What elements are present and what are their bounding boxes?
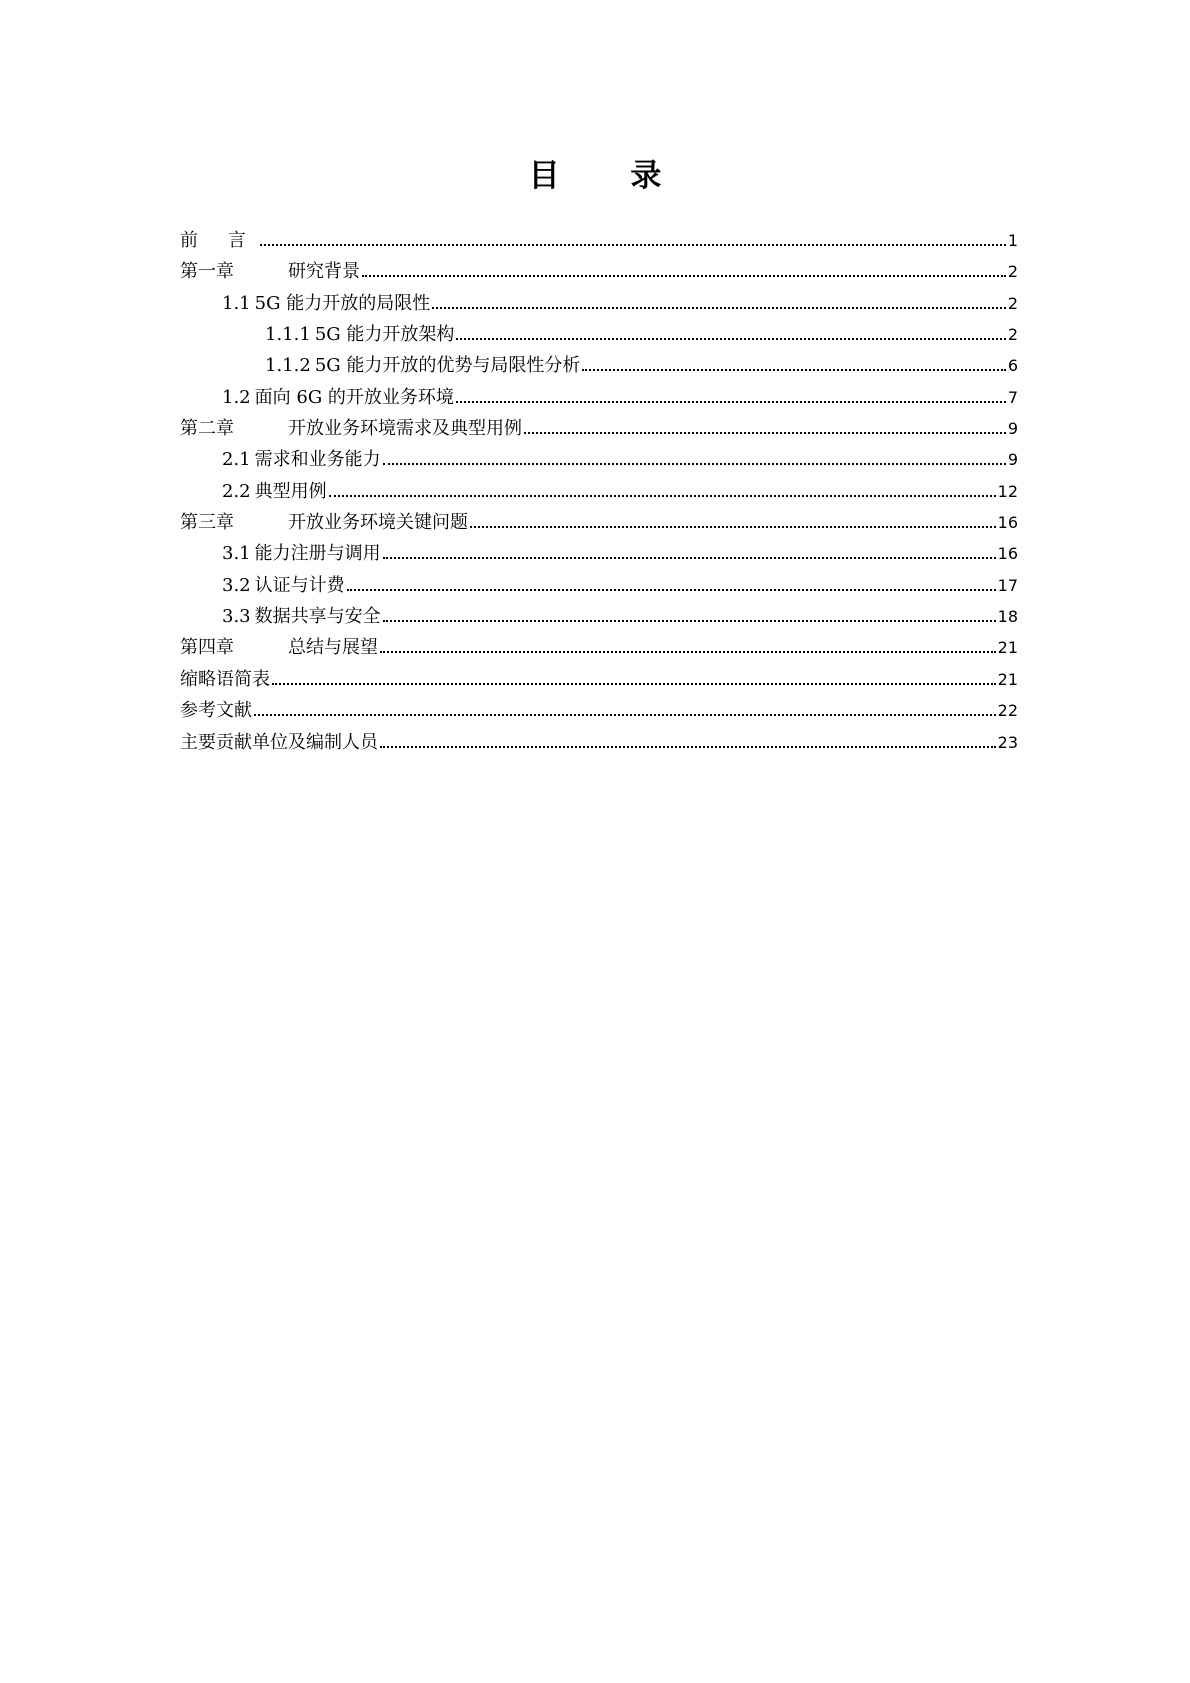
toc-entry-text: 5G 能力开放的优势与局限性分析 (314, 355, 581, 377)
toc-section-number: 2.2 (222, 480, 251, 502)
toc-page-number: 6 (1007, 356, 1018, 376)
toc-entry[interactable] (180, 444, 1018, 475)
toc-entry-text: 能力注册与调用 (254, 543, 381, 565)
toc-entry[interactable] (180, 288, 1018, 319)
toc-leader-dots (383, 463, 1006, 465)
toc-leader-dots (329, 495, 996, 497)
toc-leader-dots (524, 432, 1006, 434)
toc-page-number: 2 (1007, 262, 1018, 282)
toc-chapter-number: 第一章 (180, 261, 234, 283)
toc-section-number: 3.1 (222, 543, 251, 565)
toc-chapter-number: 第四章 (180, 637, 234, 659)
toc-leader-dots (272, 683, 996, 685)
toc-section-number: 1.2 (222, 386, 251, 408)
toc-entry-text: 5G 能力开放架构 (314, 324, 455, 346)
toc-leader-dots (456, 338, 1005, 340)
toc-entry[interactable] (180, 632, 1018, 663)
toc-entry-text: 研究背景 (288, 261, 360, 283)
toc-section-number: 2.1 (222, 449, 251, 471)
toc-leader-dots (380, 651, 996, 653)
toc-entry[interactable] (180, 382, 1018, 413)
toc-leader-dots (383, 620, 996, 622)
page-title: 目 录 (528, 158, 692, 194)
toc-chapter-number: 第三章 (180, 512, 234, 534)
toc-entry-text: 主要贡献单位及编制人员 (180, 731, 378, 753)
toc-leader-dots (260, 244, 1006, 246)
toc-entry-text: 5G 能力开放的局限性 (254, 292, 431, 314)
toc-page-number: 1 (1007, 231, 1018, 250)
toc-page-number: 17 (997, 575, 1018, 595)
toc-page-number: 16 (997, 544, 1018, 564)
toc-entry[interactable] (180, 664, 1018, 695)
toc-leader-dots (380, 746, 996, 748)
toc-leader-dots (456, 401, 1006, 403)
toc-page-number: 18 (997, 607, 1018, 627)
table-of-contents (180, 225, 1018, 758)
toc-section-number: 1.1.1 (265, 324, 311, 346)
toc-page-number: 9 (1007, 419, 1018, 439)
toc-section-number: 1.1.2 (265, 355, 311, 377)
toc-entry-text: 数据共享与安全 (254, 606, 381, 628)
toc-entry[interactable] (180, 225, 1018, 256)
toc-section-number: 3.3 (222, 606, 251, 628)
toc-entry[interactable] (180, 350, 1018, 381)
toc-leader-dots (432, 307, 1006, 309)
toc-leader-dots (383, 557, 996, 559)
toc-page-number: 23 (997, 732, 1018, 752)
toc-page-number: 21 (997, 638, 1018, 658)
toc-entry[interactable] (180, 319, 1018, 350)
toc-entry-text: 参考文献 (180, 700, 252, 722)
toc-entry[interactable] (180, 727, 1018, 758)
toc-entry-text: 需求和业务能力 (254, 449, 381, 471)
toc-entry-text: 典型用例 (254, 480, 327, 502)
toc-entry-text: 开放业务环境需求及典型用例 (288, 418, 522, 440)
toc-leader-dots (254, 714, 996, 716)
toc-leader-dots (347, 589, 996, 591)
toc-section-number: 1.1 (222, 292, 251, 314)
toc-entry-text: 认证与计费 (254, 574, 345, 596)
toc-entry-text: 总结与展望 (288, 637, 378, 659)
toc-entry[interactable] (180, 507, 1018, 538)
toc-entry-text: 缩略语简表 (180, 668, 270, 690)
toc-section-number: 3.2 (222, 574, 251, 596)
toc-entry[interactable] (180, 601, 1018, 632)
toc-page-number: 2 (1007, 293, 1018, 313)
toc-entry[interactable] (180, 256, 1018, 287)
toc-entry[interactable] (180, 570, 1018, 601)
toc-entry[interactable] (180, 413, 1018, 444)
toc-page-number: 21 (997, 669, 1018, 689)
toc-leader-dots (582, 369, 1005, 371)
toc-entry-text: 面向 6G 的开放业务环境 (254, 386, 454, 408)
toc-chapter-number: 第二章 (180, 418, 234, 440)
toc-page-number: 12 (997, 481, 1018, 501)
toc-page-number: 22 (997, 701, 1018, 721)
toc-entry[interactable] (180, 538, 1018, 569)
toc-entry[interactable] (180, 476, 1018, 507)
toc-entry[interactable] (180, 695, 1018, 726)
toc-page-number: 9 (1007, 450, 1018, 470)
toc-page-number: 2 (1007, 325, 1018, 345)
toc-entry-text: 前 言 (180, 230, 258, 251)
toc-page-number: 7 (1007, 387, 1018, 407)
toc-leader-dots (362, 275, 1006, 277)
toc-leader-dots (470, 526, 996, 528)
toc-page-number: 16 (997, 513, 1018, 533)
toc-entry-text: 开放业务环境关键问题 (288, 512, 468, 534)
